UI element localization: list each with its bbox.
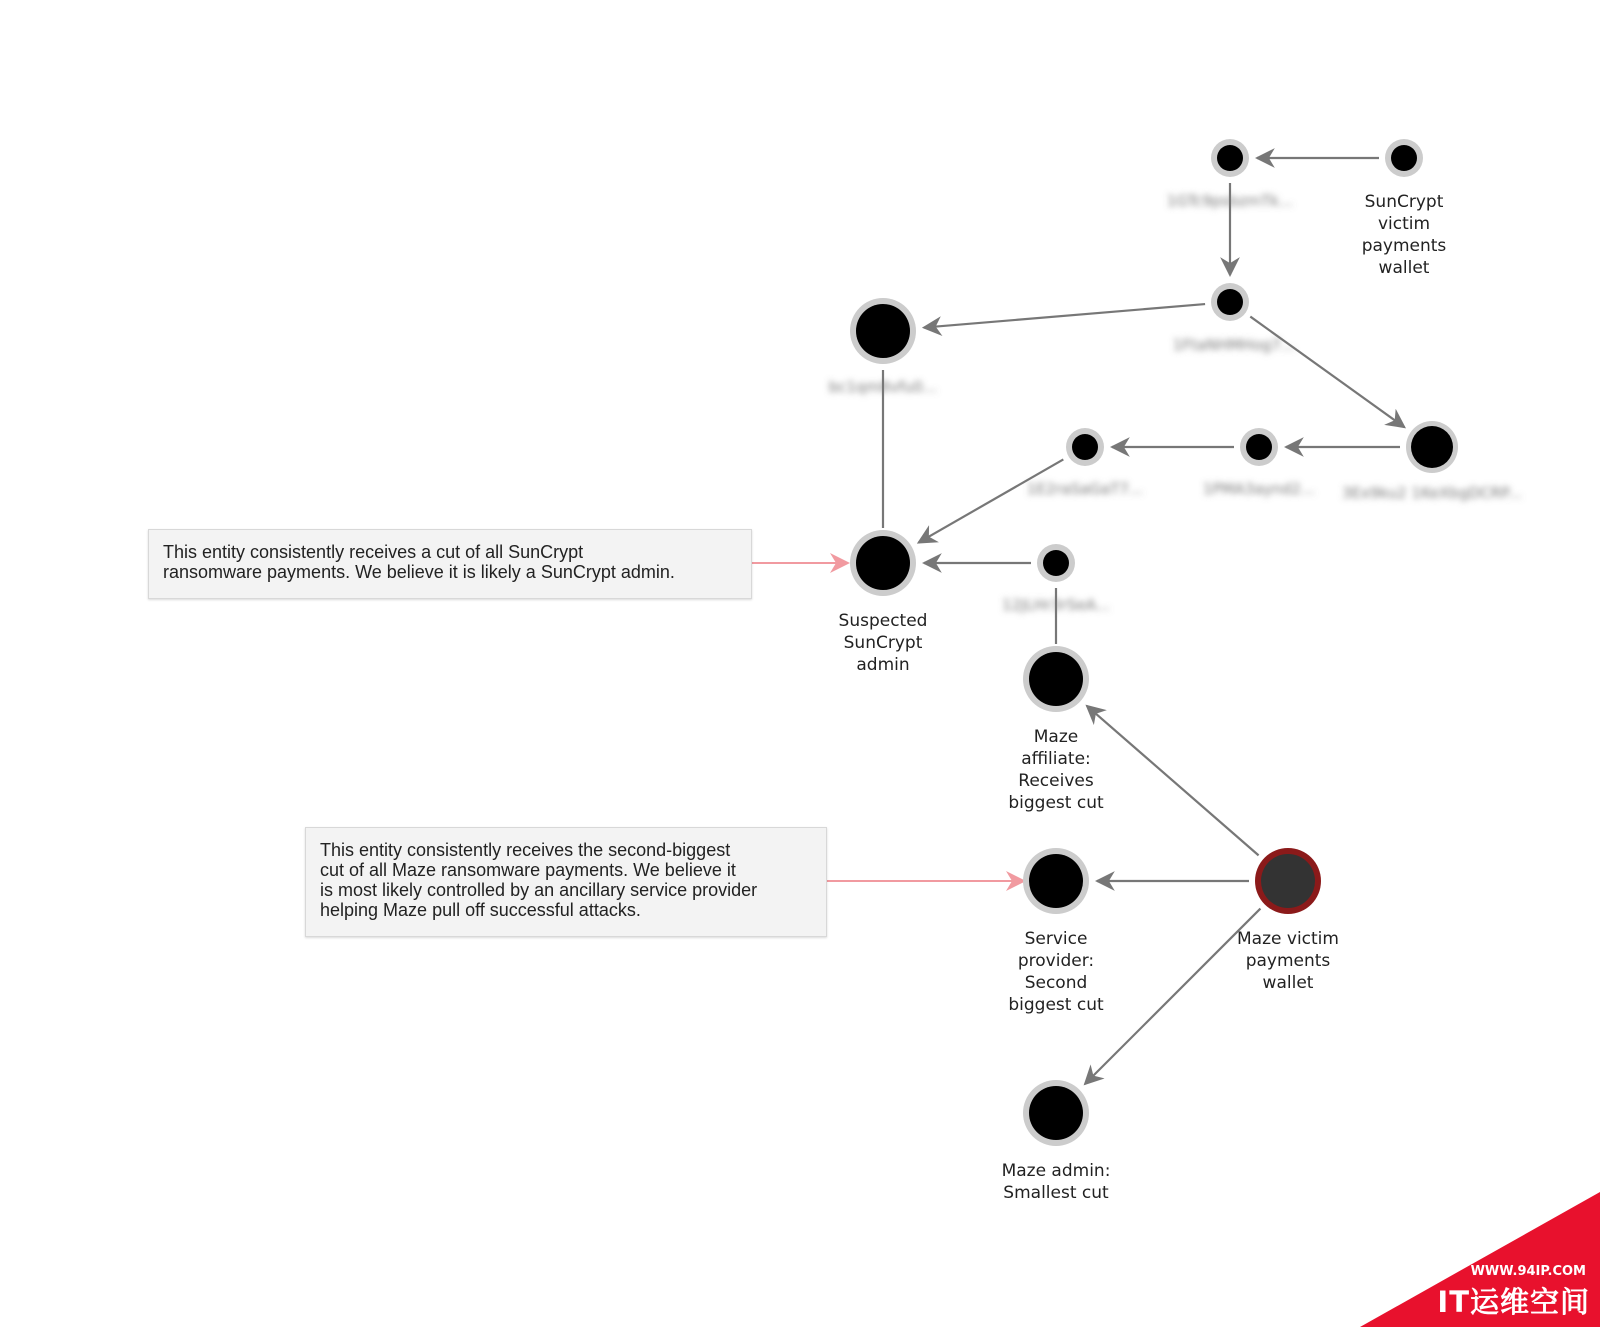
blurred-address-n2: 1FtaNHMHog7...	[1172, 336, 1296, 354]
node-n4[interactable]	[1406, 421, 1458, 473]
nodes	[850, 139, 1458, 1146]
node-n2[interactable]	[1211, 283, 1249, 321]
edge-n2-to-n3	[924, 304, 1205, 328]
blurred-address-n7: 12JLHr3rSeA...	[1001, 596, 1111, 614]
node-dot	[1029, 854, 1083, 908]
watermark	[1360, 1192, 1600, 1327]
node-dot	[1391, 145, 1417, 171]
node-maze-admin[interactable]	[1023, 1080, 1089, 1146]
node-dot	[1029, 652, 1083, 706]
edge-maze-victim-wallet-to-maze-affiliate	[1087, 706, 1259, 855]
node-n6[interactable]	[1066, 428, 1104, 466]
node-dot	[856, 536, 910, 590]
node-label-service-provider: Service provider: Second biggest cut	[1008, 929, 1104, 1015]
callout-service-provider: This entity consistently receives the second-biggest cut of all Maze ransomware payments. We believe it is most likely controlled by an ancillary service provider helping Maze pull off successful attacks.	[305, 827, 827, 937]
node-maze-victim-wallet[interactable]	[1255, 848, 1321, 914]
blurred-address-n3: bc1qm8vfu0...	[828, 378, 938, 396]
edge-n6-to-suspected-suncrypt-admin	[919, 459, 1064, 542]
node-n7[interactable]	[1037, 544, 1075, 582]
node-n3[interactable]	[850, 298, 916, 364]
node-dot	[1043, 550, 1069, 576]
node-label-suncrypt-victim-wallet: SunCrypt victim payments wallet	[1361, 192, 1447, 278]
node-label-suspected-suncrypt-admin: Suspected SunCrypt admin	[838, 611, 928, 675]
node-dot	[1072, 434, 1098, 460]
node-n5[interactable]	[1240, 428, 1278, 466]
node-label-maze-affiliate: Maze affiliate: Receives biggest cut	[1008, 727, 1104, 813]
blurred-address-n5: 1PMA3aynd2...	[1202, 480, 1316, 498]
labels	[829, 192, 1522, 1203]
blurred-address-n1: 1GTc9psbzmTk...	[1166, 192, 1294, 210]
node-dot	[1029, 1086, 1083, 1140]
node-n1[interactable]	[1211, 139, 1249, 177]
node-dot	[1411, 426, 1453, 468]
node-dot	[1217, 289, 1243, 315]
blurred-address-n6: 1E2raSaGaT7...	[1026, 480, 1144, 498]
edge-n2-to-n4	[1250, 317, 1404, 428]
edge-maze-victim-wallet-to-maze-admin	[1085, 909, 1260, 1084]
callout-suncrypt-admin: This entity consistently receives a cut of all SunCrypt ransomware payments. We believe it is likely a SunCrypt admin.	[148, 529, 752, 599]
node-label-maze-admin: Maze admin: Smallest cut	[1001, 1161, 1111, 1203]
node-suncrypt-victim-wallet[interactable]	[1385, 139, 1423, 177]
node-service-provider[interactable]	[1023, 848, 1089, 914]
watermark-url: WWW.94IP.COM	[1470, 1264, 1586, 1279]
node-suspected-suncrypt-admin[interactable]	[850, 530, 916, 596]
node-maze-affiliate[interactable]	[1023, 646, 1089, 712]
node-label-maze-victim-wallet: Maze victim payments wallet	[1237, 929, 1339, 993]
node-dot	[1217, 145, 1243, 171]
node-dot	[1261, 854, 1315, 908]
blurred-address-n4: 3Ex9ku2 1KeXbgDCRP...	[1341, 484, 1523, 502]
node-dot	[856, 304, 910, 358]
watermark-brand: IT运维空间	[1437, 1285, 1590, 1319]
node-dot	[1246, 434, 1272, 460]
